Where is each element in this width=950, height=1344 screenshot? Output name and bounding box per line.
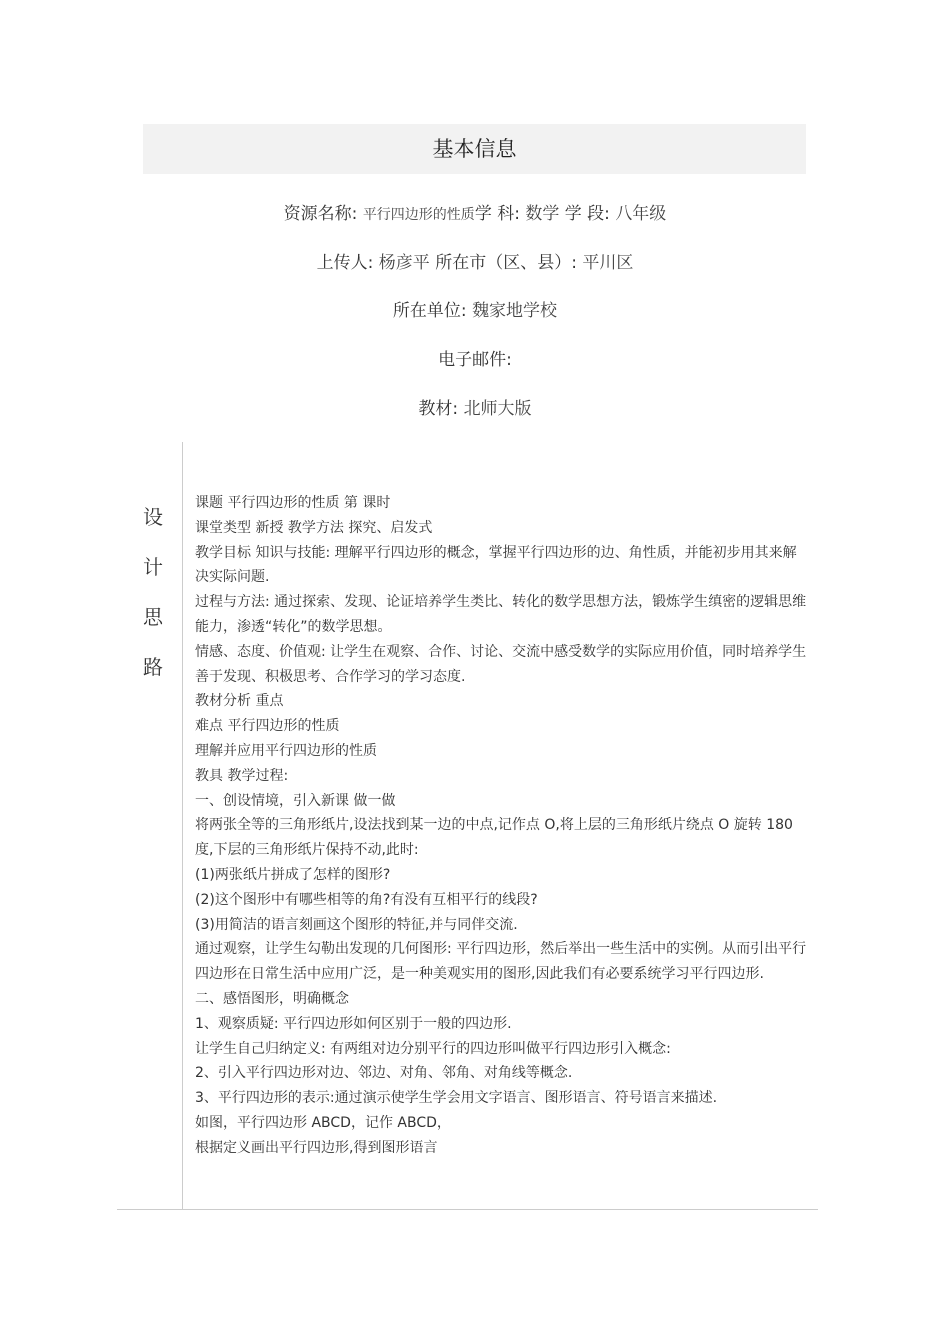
resource-name-value: 平行四边形的性质	[362, 207, 475, 223]
unit-label: 所在单位:	[392, 301, 467, 321]
content-paragraph: (3)用简洁的语言刻画这个图形的特征,并与同伴交流.	[195, 916, 518, 933]
side-label-char: 思	[143, 605, 163, 629]
design-thinking-label	[130, 498, 176, 698]
info-line-textbook	[0, 394, 950, 419]
subject-value: 数学	[525, 204, 560, 224]
content-paragraph: 2、引入平行四边形对边、邻边、对角、邻角、对角线等概念.	[195, 1065, 573, 1082]
content-paragraph: 如图，平行四边形 ABCD，记作 ABCD，	[195, 1114, 451, 1131]
info-line-uploader	[0, 248, 950, 273]
content-paragraph: 课题 平行四边形的性质 第 课时	[195, 495, 391, 511]
uploader-value: 杨彦平	[378, 253, 430, 273]
content-paragraph: 二、感悟图形，明确概念	[195, 990, 349, 1007]
content-paragraph: (1)两张纸片拼成了怎样的图形?	[195, 866, 391, 883]
resource-name-label: 资源名称:	[283, 204, 358, 224]
lesson-content	[195, 491, 810, 1161]
info-line-resource	[0, 199, 950, 224]
content-paragraph: 一、创设情境，引入新课 做一做	[195, 792, 396, 809]
city-label: 所在市（区、县）:	[435, 253, 577, 273]
content-paragraph: 情感、态度、价值观: 让学生在观察、合作、讨论、交流中感受数学的实际应用价值，同时培养学生善于发现、积极思考、合作学习的学习态度.	[195, 643, 807, 685]
side-label-char: 设	[143, 505, 163, 529]
content-paragraph: 教学目标 知识与技能: 理解平行四边形的概念，掌握平行四边形的边、角性质，并能初步用其来解决实际问题.	[195, 544, 797, 586]
grade-value: 八年级	[615, 204, 667, 224]
page-title: 基本信息	[432, 137, 517, 161]
content-paragraph: 通过观察，让学生勾勒出发现的几何图形: 平行四边形，然后举出一些生活中的实例。从而引出平行四边形在日常生活中应用广泛，是一种美观实用的图形,因此我们有必要系统学习平行四边形.	[195, 941, 807, 983]
side-label-char: 计	[143, 555, 163, 579]
grade-label: 学 段:	[564, 204, 610, 224]
bottom-rule	[117, 1209, 818, 1210]
content-paragraph: 根据定义画出平行四边形,得到图形语言	[195, 1139, 438, 1156]
info-line-email	[0, 345, 950, 370]
content-paragraph: 让学生自己归纳定义: 有两组对边分别平行的四边形叫做平行四边形引入概念:	[195, 1040, 671, 1057]
side-label-char: 路	[143, 655, 163, 679]
textbook-label: 教材:	[418, 399, 459, 419]
content-paragraph: 1、观察质疑: 平行四边形如何区别于一般的四边形.	[195, 1015, 512, 1032]
textbook-value: 北师大版	[463, 399, 532, 419]
header-band	[143, 124, 806, 174]
content-paragraph: 过程与方法: 通过探索、发现、论证培养学生类比、转化的数学思想方法，锻炼学生缜密的逻辑思维能力，渗透“转化”的数学思想。	[195, 594, 807, 635]
content-paragraph: 将两张全等的三角形纸片,设法找到某一边的中点,记作点 O,将上层的三角形纸片绕点 O 旋转 180 度,下层的三角形纸片保持不动,此时:	[195, 817, 793, 859]
uploader-label: 上传人:	[316, 253, 374, 273]
content-paragraph: 课堂类型 新授 教学方法 探究、启发式	[195, 519, 433, 536]
content-paragraph: 3、平行四边形的表示:通过演示使学生学会用文字语言、图形语言、符号语言来描述.	[195, 1090, 718, 1107]
content-paragraph: 难点 平行四边形的性质	[195, 718, 340, 735]
unit-value: 魏家地学校	[472, 301, 558, 321]
email-label: 电子邮件:	[438, 350, 512, 370]
content-paragraph: 理解并应用平行四边形的性质	[195, 742, 377, 759]
subject-label: 学 科:	[474, 204, 520, 224]
content-paragraph: 教具 教学过程:	[195, 767, 289, 784]
column-divider	[182, 442, 183, 1210]
city-value: 平川区	[582, 253, 634, 273]
content-paragraph: (2)这个图形中有哪些相等的角?有没有互相平行的线段?	[195, 891, 538, 908]
content-paragraph: 教材分析 重点	[195, 693, 284, 710]
info-line-unit	[0, 296, 950, 321]
